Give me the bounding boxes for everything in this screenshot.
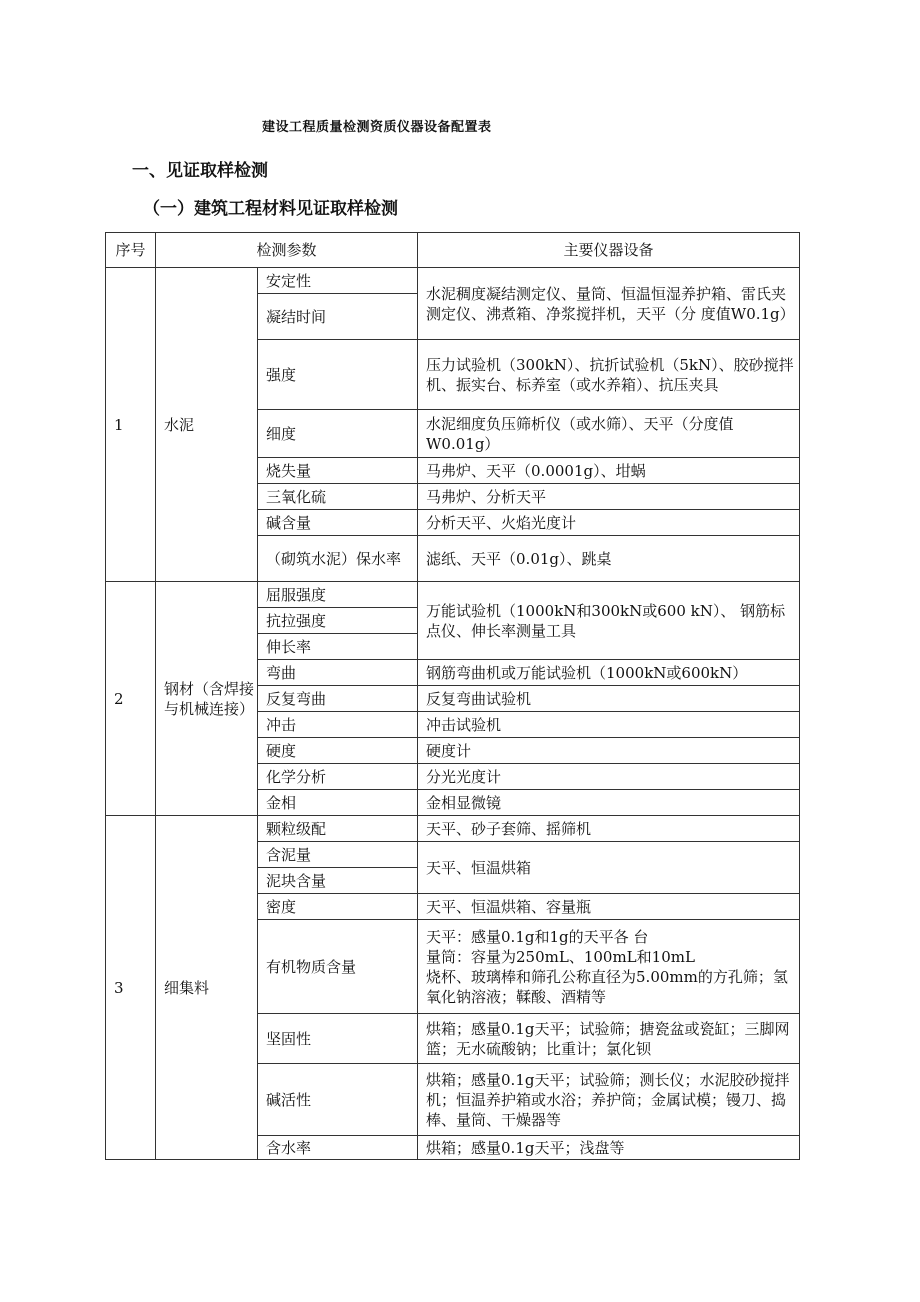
equipment-line: 天平：感量0.1g和1g的天平各 台 — [426, 927, 649, 946]
material-name: 水泥 — [156, 268, 258, 582]
header-equipment: 主要仪器设备 — [418, 233, 800, 268]
equipment-cell: 烘箱；感量0.1g天平；试验筛；测长仪；水泥胶砂搅拌机；恒温养护箱或水浴；养护筒；金属试模；镘刀、捣棒、量筒、干燥器等 — [418, 1064, 800, 1136]
equipment-cell: 金相显微镜 — [418, 790, 800, 816]
table-row — [106, 582, 800, 608]
param-cell: 金相 — [258, 790, 418, 816]
equipment-cell: 反复弯曲试验机 — [418, 686, 800, 712]
equipment-cell: 压力试验机（300kN）、抗折试验机（5kN）、胶砂搅拌机、振实台、标养室（或水养箱）、抗压夹具 — [418, 340, 800, 410]
param-cell: 化学分析 — [258, 764, 418, 790]
material-name: 细集料 — [156, 816, 258, 1160]
param-cell: 碱活性 — [258, 1064, 418, 1136]
equipment-cell: 马弗炉、分析天平 — [418, 484, 800, 510]
param-cell: 弯曲 — [258, 660, 418, 686]
document-title: 建设工程质量检测资质仪器设备配置表 — [262, 120, 492, 135]
param-cell: 有机物质含量 — [258, 920, 418, 1014]
param-cell: 凝结时间 — [258, 294, 418, 340]
header-no: 序号 — [106, 233, 156, 268]
param-cell: 烧失量 — [258, 458, 418, 484]
equipment-cell: 天平、恒温烘箱 — [418, 842, 800, 894]
equipment-cell: 钢筋弯曲机或万能试验机（1000kN或600kN） — [418, 660, 800, 686]
param-cell: 抗拉强度 — [258, 608, 418, 634]
param-cell: 颗粒级配 — [258, 816, 418, 842]
equipment-cell: 天平、砂子套筛、摇筛机 — [418, 816, 800, 842]
row-number: 3 — [106, 816, 156, 1160]
equipment-cell: 天平、恒温烘箱、容量瓶 — [418, 894, 800, 920]
table-row — [106, 268, 800, 294]
equipment-cell: 分光光度计 — [418, 764, 800, 790]
equipment-cell: 马弗炉、天平（0.0001g）、坩蜗 — [418, 458, 800, 484]
equipment-cell: 烘箱；感量0.1g天平；浅盘等 — [418, 1136, 800, 1160]
equipment-cell: 滤纸、天平（0.01g）、跳桌 — [418, 536, 800, 582]
equipment-cell: 硬度计 — [418, 738, 800, 764]
equipment-cell: 烘箱；感量0.1g天平；试验筛；搪瓷盆或瓷缸；三脚网篮；无水硫酸钠；比重计；氯化钡 — [418, 1014, 800, 1064]
row-number: 2 — [106, 582, 156, 816]
table-header-row — [106, 233, 800, 268]
param-cell: 三氧化硫 — [258, 484, 418, 510]
equipment-cell: 万能试验机（1000kN和300kN或600 kN）、 钢筋标点仪、伸长率测量工具 — [418, 582, 800, 660]
subsection-heading: （一）建筑工程材料见证取样检测 — [143, 199, 398, 219]
section-heading: 一、见证取样检测 — [132, 161, 268, 181]
param-cell: 含水率 — [258, 1136, 418, 1160]
row-number: 1 — [106, 268, 156, 582]
param-cell: （砌筑水泥）保水率 — [258, 536, 418, 582]
equipment-cell: 水泥稠度凝结测定仪、量筒、恒温恒湿养护箱、雷氏夹测定仪、沸煮箱、净浆搅拌机，天平（分 度值W0.1g） — [418, 268, 800, 340]
param-cell: 反复弯曲 — [258, 686, 418, 712]
equipment-line: 烧杯、玻璃棒和筛孔公称直径为5.00mm的方孔筛；氢氧化钠溶液；鞣酸、酒精等 — [426, 967, 788, 1006]
equipment-cell — [418, 920, 800, 1014]
table-row — [106, 816, 800, 842]
param-cell: 泥块含量 — [258, 868, 418, 894]
equipment-cell: 分析天平、火焰光度计 — [418, 510, 800, 536]
param-cell: 细度 — [258, 410, 418, 458]
param-cell: 伸长率 — [258, 634, 418, 660]
param-cell: 冲击 — [258, 712, 418, 738]
param-cell: 安定性 — [258, 268, 418, 294]
param-cell: 碱含量 — [258, 510, 418, 536]
equipment-config-table — [105, 232, 800, 1160]
param-cell: 密度 — [258, 894, 418, 920]
equipment-cell: 水泥细度负压筛析仪（或水筛）、天平（分度值W0.01g） — [418, 410, 800, 458]
param-cell: 含泥量 — [258, 842, 418, 868]
equipment-cell: 冲击试验机 — [418, 712, 800, 738]
param-cell: 强度 — [258, 340, 418, 410]
header-param: 检测参数 — [156, 233, 418, 268]
param-cell: 坚固性 — [258, 1014, 418, 1064]
equipment-line: 量筒：容量为250mL、100mL和10mL — [426, 947, 695, 966]
material-name: 钢材（含焊接与机械连接） — [156, 582, 258, 816]
param-cell: 硬度 — [258, 738, 418, 764]
param-cell: 屈服强度 — [258, 582, 418, 608]
